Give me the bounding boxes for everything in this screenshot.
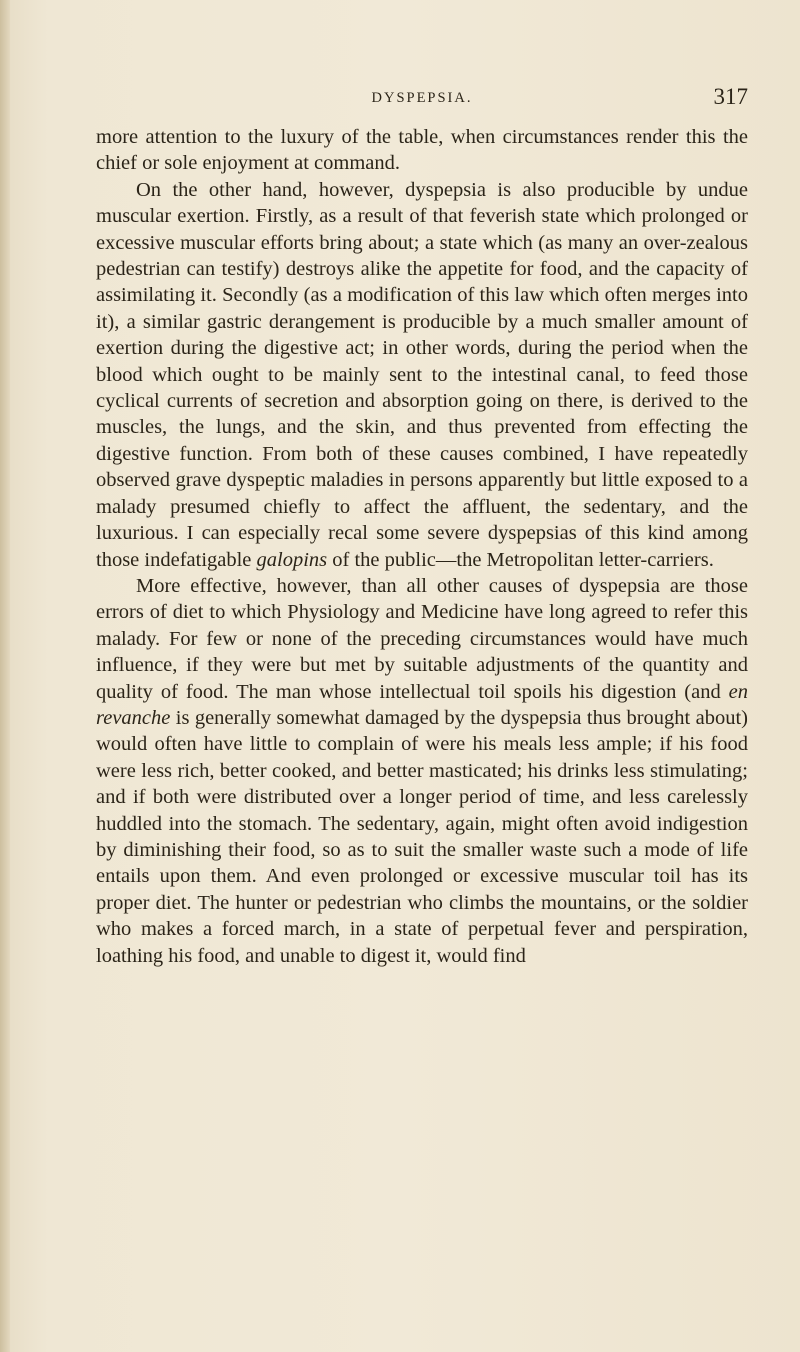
text-run: of the public—the Metropolitan letter-carriers.	[327, 548, 714, 571]
paragraph-continued	[96, 124, 748, 177]
paragraph-errors-of-diet	[96, 573, 748, 969]
body-text	[96, 124, 748, 969]
page-gutter-shadow	[0, 0, 10, 1352]
text-run: More effective, however, than all other causes of dyspepsia are those errors of diet to which Physiology and Medicine have long agreed to refer this malady. For few or none of the preceding circumstances would have much influence, if they were but met by suitable adjustments of the quantity and quality of food. The man whose intellectual toil spoils his digestion (and	[96, 574, 748, 703]
running-title: DYSPEPSIA.	[371, 90, 473, 106]
text-run: more attention to the luxury of the table, when circumstances render this the chief or sole enjoyment at command.	[96, 126, 748, 175]
paragraph-muscular-exertion	[96, 177, 748, 573]
text-run: On the other hand, however, dyspepsia is also producible by undue muscular exertion. Firstly, as a result of that feverish state which prolonged or excessive muscular efforts bring about; a state which (as many an over-zealous pedestrian can testify) destroys alike the appetite for food, and the capacity of assimilating it. Secondly (as a modification of this law which often merges into it), a similar gastric derangement is producible by a much smaller amount of exertion during the digestive act; in other words, during the period when the blood which ought to be mainly sent to the intestinal canal, to feed those cyclical currents of secretion and absorption going on there, is derived to the muscles, the lungs, and the skin, and thus prevented from effecting the digestive function. From both of these causes combined, I have repeatedly observed grave dyspeptic maladies in persons apparently but little exposed to a malady presumed chiefly to affect the affluent, the sedentary, and the luxurious. I can especially recal some severe dyspepsias of this kind among those indefatigable	[96, 178, 748, 571]
italic-text-run: galopins	[256, 548, 328, 571]
page-header	[96, 84, 748, 124]
text-run: is generally somewhat damaged by the dyspepsia thus brought about) would often have little to complain of were his meals less ample; if his food were less rich, better cooked, and better masticated; his drinks less stimulating; and if both were distributed over a longer period of time, and less carelessly huddled into the stomach. The sedentary, again, might often avoid indigestion by diminishing their food, so as to suit the smaller waste such a mode of life entails upon them. And even prolonged or excessive muscular toil has its proper diet. The hunter or pedestrian who climbs the mountains, or the soldier who makes a forced march, in a state of perpetual fever and perspiration, loathing his food, and unable to digest it, would find	[96, 706, 748, 967]
page-number: 317	[713, 84, 748, 109]
italic-text-run: en revanche	[96, 680, 748, 729]
